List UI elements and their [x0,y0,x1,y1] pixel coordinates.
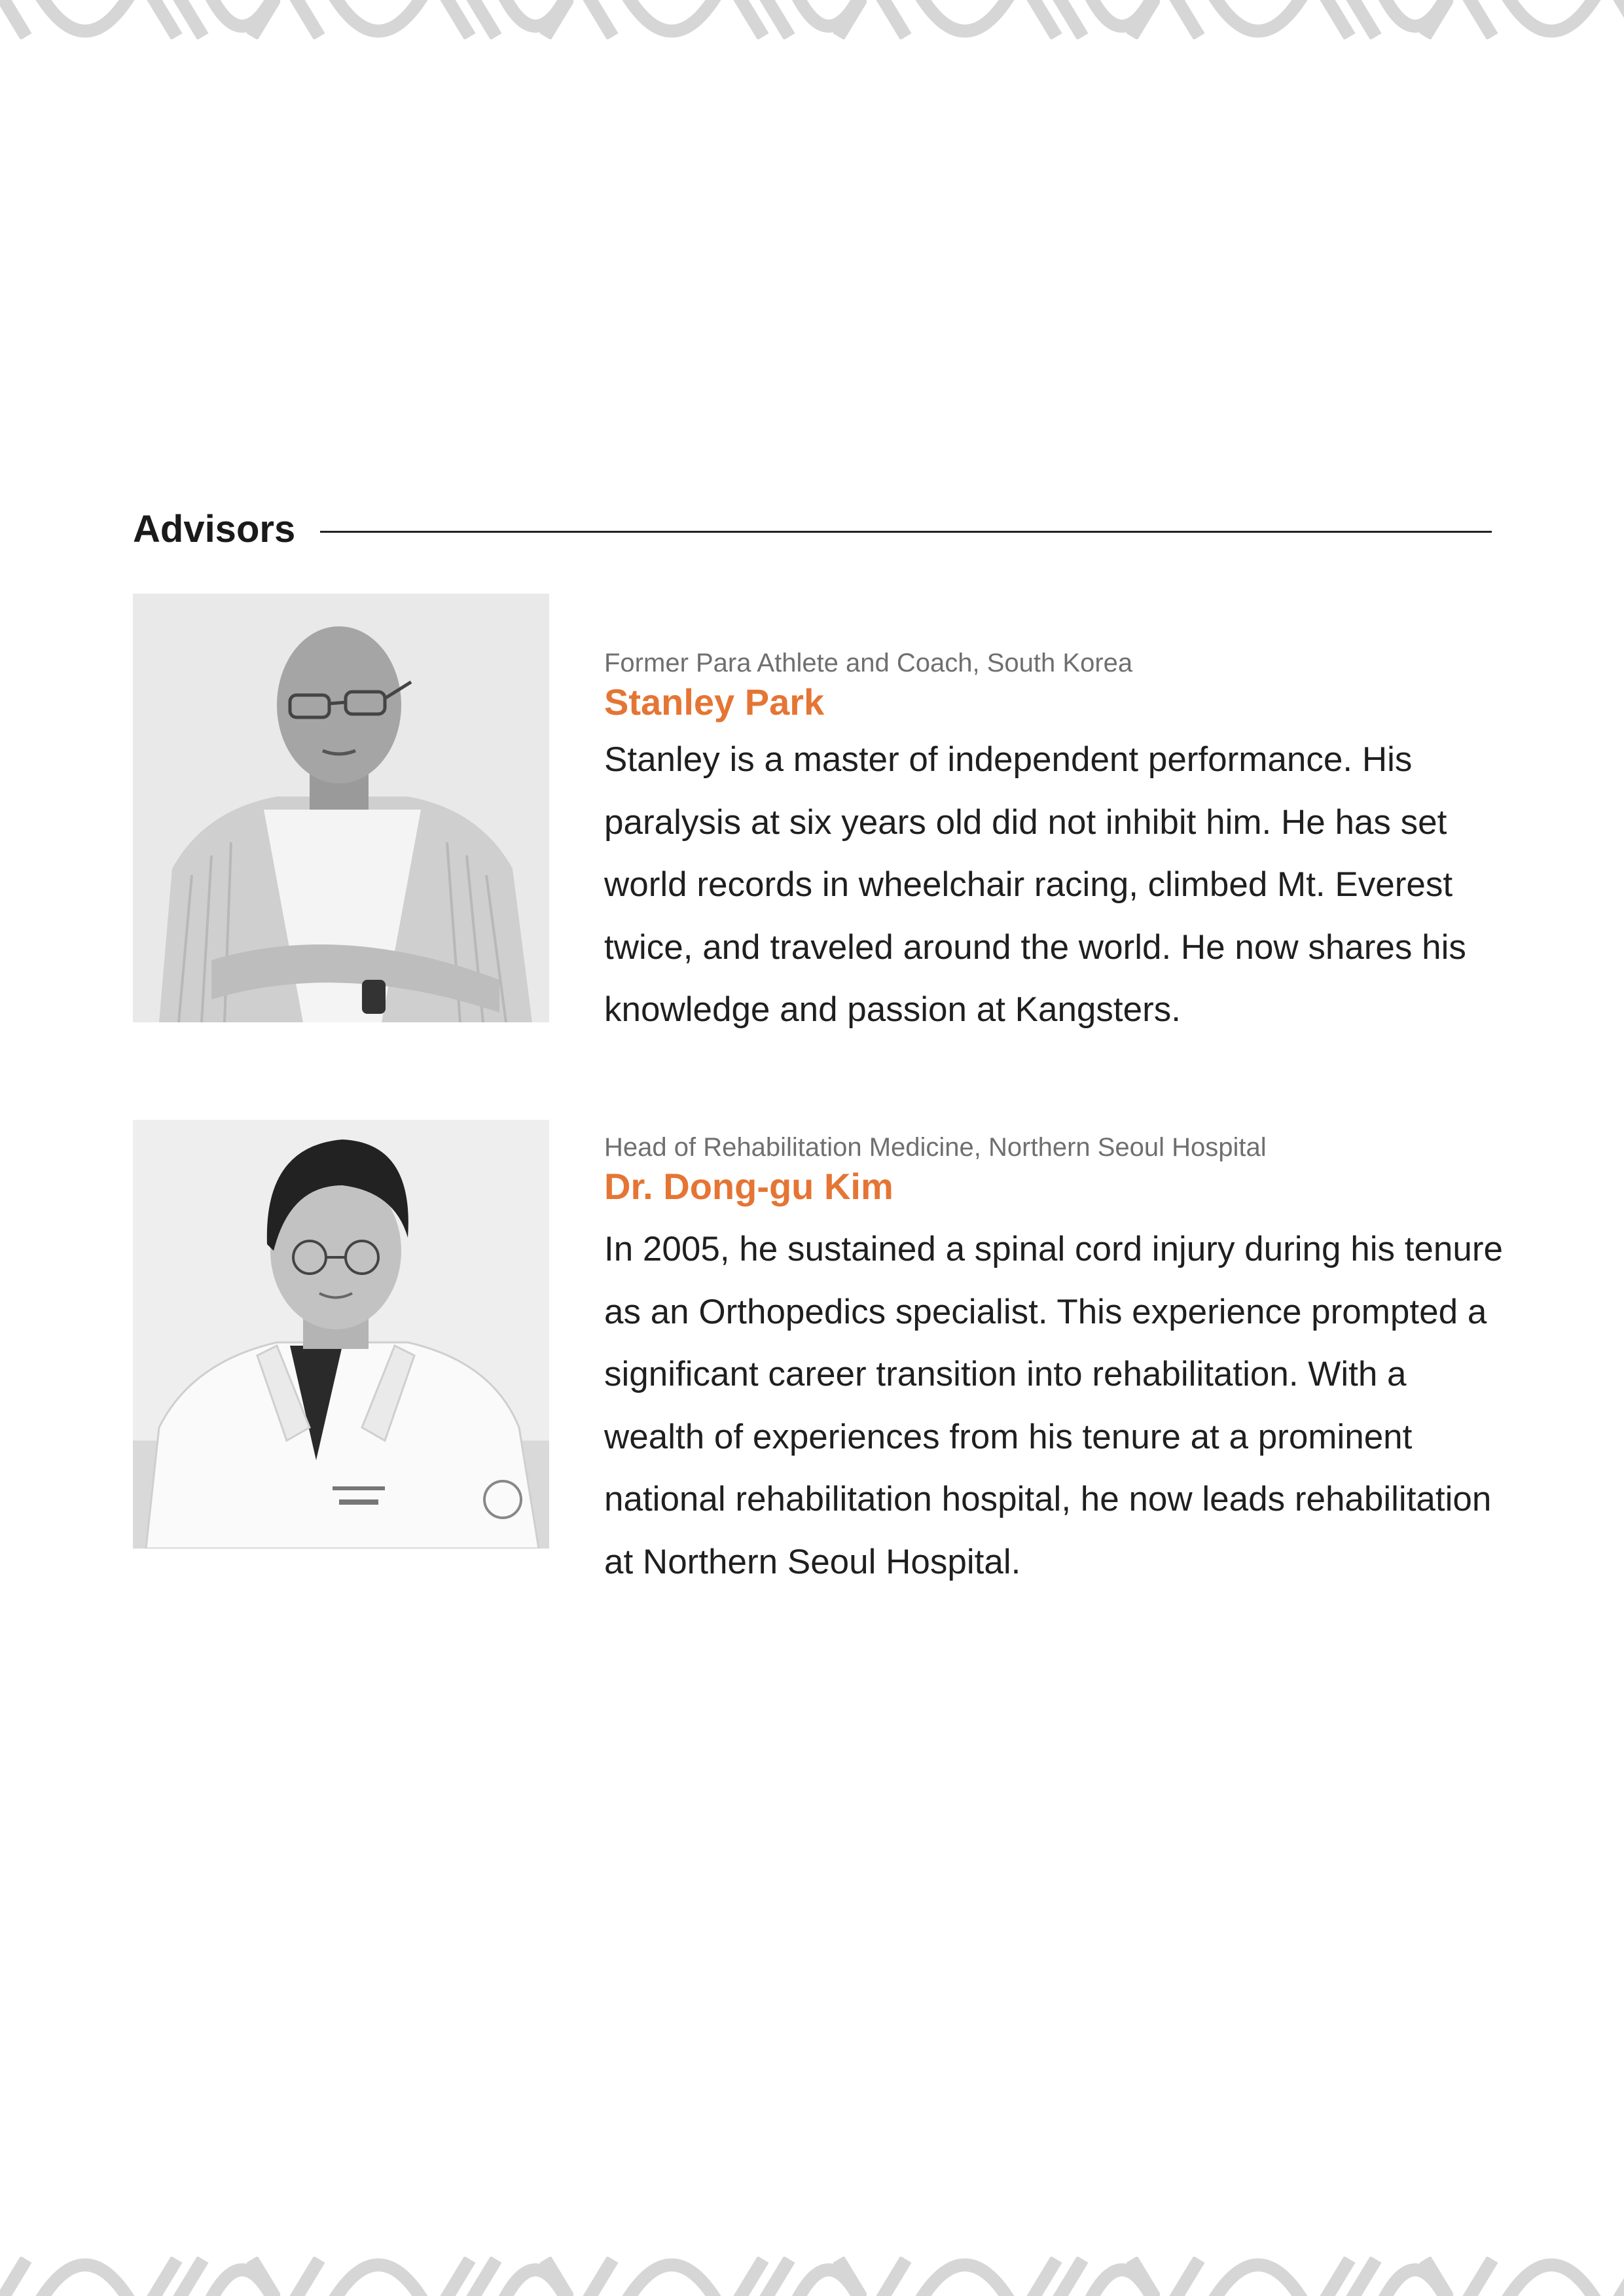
advisor-photo-dong-gu-kim [133,1120,549,1549]
advisor-card-stanley-park [604,646,1507,1041]
section-header [133,501,1492,556]
decorative-pattern-icon [0,2257,1624,2296]
advisor-name: Dr. Dong-gu Kim [604,1166,893,1207]
section-title: Advisors [133,507,296,550]
decorative-pattern-icon [0,0,1624,39]
section-divider [320,531,1492,533]
advisor-photo-stanley-park [133,594,549,1022]
advisor-bio: In 2005, he sustained a spinal cord injury during his tenure as an Orthopedics specialist. This experience prompted a significant career transition into rehabilitation. With a wealth of experiences from his tenure at a prominent national rehabilitation hospital, he now leads rehabilitation at Northern Seoul Hospital. [604,1230,1503,1581]
advisor-card-dong-gu-kim [604,1130,1507,1593]
advisor-name: Stanley Park [604,681,825,723]
bottom-pattern-band [0,2257,1624,2296]
advisor-role: Head of Rehabilitation Medicine, Northern Seoul Hospital [604,1133,1267,1162]
top-pattern-band [0,0,1624,39]
advisor-bio: Stanley is a master of independent performance. His paralysis at six years old did not inhibit him. He has set world records in wheelchair racing, climbed Mt. Everest twice, and traveled around the world. He now shares his knowledge and passion at Kangsters. [604,740,1466,1029]
advisor-role: Former Para Athlete and Coach, South Korea [604,649,1133,677]
